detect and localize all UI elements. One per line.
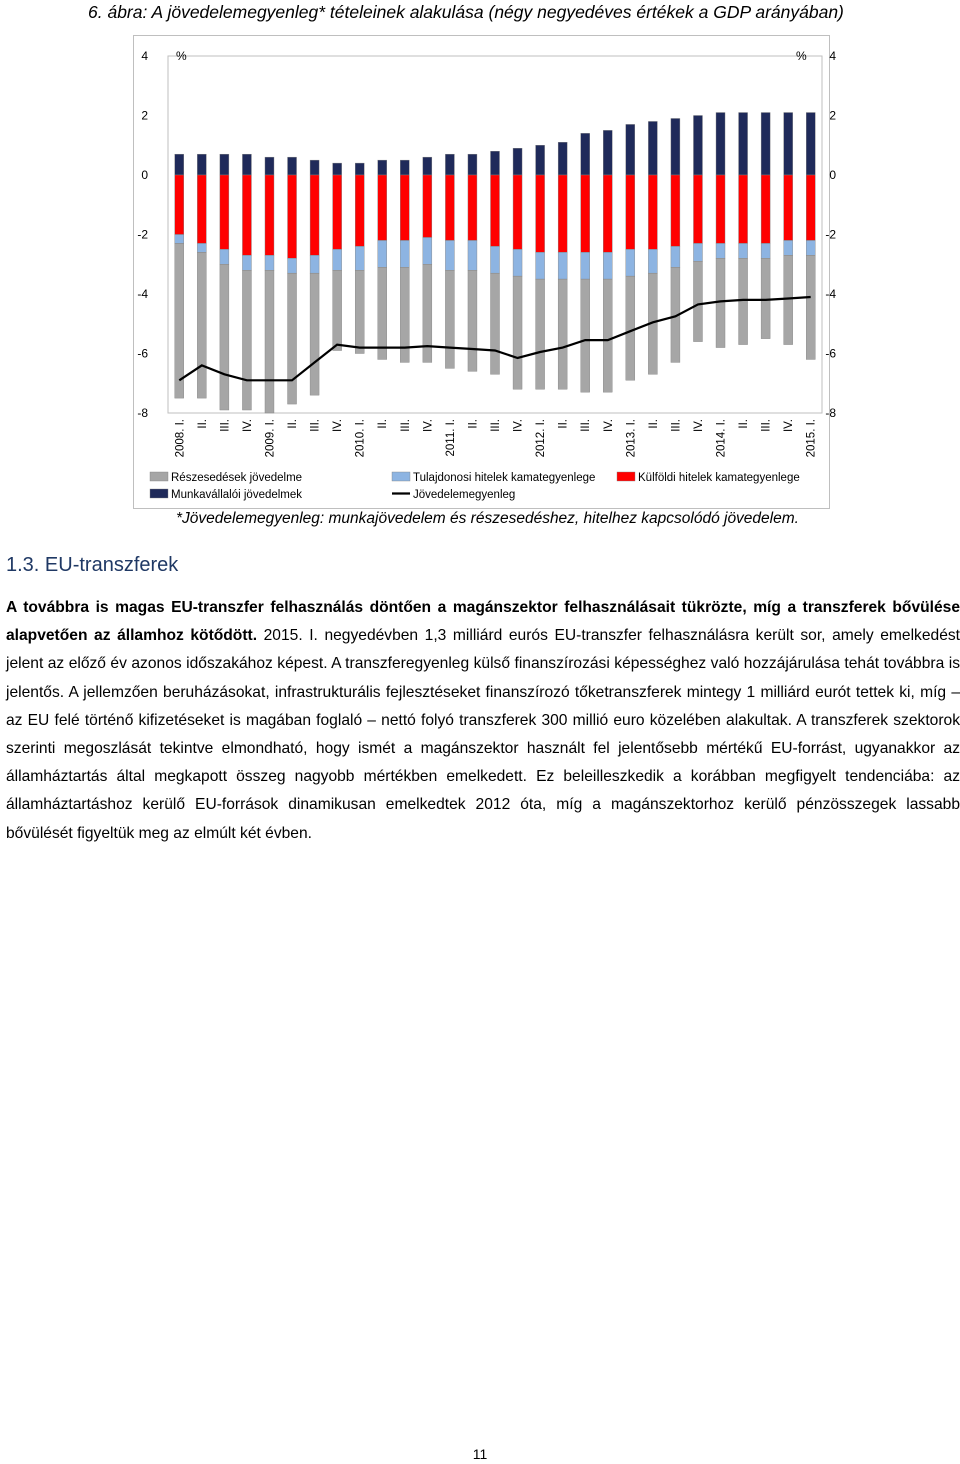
income-balance-chart — [134, 36, 836, 508]
bar-kulfoldi — [288, 175, 297, 258]
bar-kulfoldi — [603, 175, 612, 252]
y-tick-label-right: 4 — [829, 49, 836, 63]
figure-title: 6. ábra: A jövedelemegyenleg* tételeinek alakulása (négy negyedéves értékek a GDP arányában) — [88, 2, 844, 22]
bar-munkavallaloi — [288, 157, 297, 175]
bar-kulfoldi — [445, 175, 454, 240]
bar-kulfoldi — [265, 175, 274, 255]
legend-swatch-munkavallaloi — [150, 489, 168, 498]
bar-munkavallaloi — [310, 160, 319, 175]
x-tick-label: III. — [760, 419, 773, 432]
y-tick-label-left: 4 — [141, 49, 148, 63]
x-tick-label: III. — [309, 419, 322, 432]
bar-reszesedesek — [175, 243, 184, 398]
bar-tulajdonosi — [288, 258, 297, 273]
x-tick-label: IV. — [422, 419, 435, 433]
bar-kulfoldi — [581, 175, 590, 252]
bar-reszesedesek — [513, 276, 522, 389]
x-tick-label: II. — [377, 419, 390, 429]
bar-reszesedesek — [806, 255, 815, 359]
paragraph-lead-bold: A továbbra is magas EU-transzfer felhasználás döntően a magánszektor felhasználásait tükrözte, míg a transzferek bővülése alapvetően az államhoz kötődött. — [6, 599, 960, 645]
x-tick-label: 2009. I. — [264, 419, 277, 458]
legend-swatch-reszesedesek — [150, 472, 168, 481]
bar-reszesedesek — [626, 276, 635, 380]
x-tick-label: II. — [196, 419, 209, 429]
bar-tulajdonosi — [491, 246, 500, 273]
bar-tulajdonosi — [806, 240, 815, 255]
x-tick-label: IV. — [241, 419, 254, 433]
bar-munkavallaloi — [378, 160, 387, 175]
bar-kulfoldi — [242, 175, 251, 255]
y-tick-label-right: -2 — [825, 227, 836, 242]
bar-kulfoldi — [716, 175, 725, 243]
bar-kulfoldi — [739, 175, 748, 243]
bar-tulajdonosi — [197, 243, 206, 252]
x-tick-label: II. — [557, 419, 570, 429]
bar-tulajdonosi — [671, 246, 680, 267]
x-tick-label: 2010. I. — [354, 419, 367, 458]
bar-kulfoldi — [310, 175, 319, 255]
bar-munkavallaloi — [220, 154, 229, 175]
y-tick-label-right: 2 — [829, 108, 836, 123]
x-tick-label: II. — [467, 419, 480, 429]
bar-kulfoldi — [693, 175, 702, 243]
bar-reszesedesek — [242, 270, 251, 410]
bar-reszesedesek — [603, 279, 612, 392]
x-tick-label: IV. — [783, 419, 796, 433]
bar-kulfoldi — [400, 175, 409, 240]
x-tick-label: 2012. I. — [535, 419, 548, 458]
y-tick-label-right: -8 — [825, 406, 836, 420]
x-tick-label: 2008. I. — [174, 419, 187, 458]
bar-munkavallaloi — [265, 157, 274, 175]
bar-kulfoldi — [626, 175, 635, 249]
bar-kulfoldi — [671, 175, 680, 246]
bar-munkavallaloi — [355, 163, 364, 175]
bar-tulajdonosi — [693, 243, 702, 261]
bar-kulfoldi — [220, 175, 229, 249]
x-tick-label: II. — [647, 419, 660, 429]
bar-tulajdonosi — [468, 240, 477, 270]
x-tick-label: III. — [580, 419, 593, 432]
bar-kulfoldi — [491, 175, 500, 246]
x-tick-label: 2011. I. — [444, 419, 457, 457]
x-tick-label: III. — [399, 419, 412, 432]
figure-footnote: *Jövedelemegyenleg: munkajövedelem és részesedéshez, hitelhez kapcsolódó jövedelem. — [176, 510, 799, 527]
bar-kulfoldi — [355, 175, 364, 246]
bar-tulajdonosi — [220, 249, 229, 264]
bar-munkavallaloi — [693, 116, 702, 176]
bar-tulajdonosi — [739, 243, 748, 258]
x-tick-label: IV. — [602, 419, 615, 433]
bar-munkavallaloi — [626, 124, 635, 175]
bar-tulajdonosi — [445, 240, 454, 270]
x-tick-label: II. — [287, 419, 300, 429]
bar-munkavallaloi — [806, 113, 815, 175]
bar-munkavallaloi — [671, 118, 680, 175]
bar-tulajdonosi — [581, 252, 590, 279]
bar-munkavallaloi — [242, 154, 251, 175]
page-number: 11 — [472, 1446, 488, 1462]
bar-tulajdonosi — [603, 252, 612, 279]
legend-swatch-kulfoldi — [617, 472, 635, 481]
x-tick-label: 2015. I. — [805, 419, 818, 458]
y-tick-label-left: 0 — [141, 168, 148, 182]
legend-swatch-tulajdonosi — [392, 472, 410, 481]
x-tick-label: IV. — [332, 419, 345, 433]
bar-reszesedesek — [197, 252, 206, 398]
bar-munkavallaloi — [197, 154, 206, 175]
bar-kulfoldi — [333, 175, 342, 249]
bar-munkavallaloi — [536, 145, 545, 175]
bar-kulfoldi — [175, 175, 184, 235]
bar-kulfoldi — [761, 175, 770, 243]
bar-tulajdonosi — [310, 255, 319, 273]
bar-tulajdonosi — [265, 255, 274, 270]
bar-munkavallaloi — [445, 154, 454, 175]
bar-tulajdonosi — [242, 255, 251, 270]
bar-munkavallaloi — [581, 133, 590, 175]
bar-kulfoldi — [536, 175, 545, 252]
bar-munkavallaloi — [761, 113, 770, 175]
bar-kulfoldi — [806, 175, 815, 240]
bar-reszesedesek — [784, 255, 793, 344]
bar-munkavallaloi — [558, 142, 567, 175]
y-tick-label-right: -6 — [825, 346, 836, 361]
y-tick-label-left: -2 — [137, 227, 148, 242]
y-unit-right: % — [796, 49, 807, 63]
bar-reszesedesek — [378, 267, 387, 359]
bar-tulajdonosi — [423, 237, 432, 264]
bar-reszesedesek — [220, 264, 229, 410]
bar-tulajdonosi — [378, 240, 387, 267]
y-tick-label-left: 2 — [141, 108, 148, 123]
bar-reszesedesek — [310, 273, 319, 395]
bar-reszesedesek — [581, 279, 590, 392]
x-tick-label: III. — [670, 419, 683, 432]
legend-label-kulfoldi: Külföldi hitelek kamategyenlege — [638, 472, 800, 484]
bar-reszesedesek — [693, 261, 702, 341]
x-tick-label: III. — [219, 419, 232, 432]
bar-tulajdonosi — [648, 249, 657, 273]
bar-munkavallaloi — [491, 151, 500, 175]
bar-munkavallaloi — [648, 121, 657, 175]
bar-munkavallaloi — [784, 113, 793, 175]
bar-reszesedesek — [491, 273, 500, 374]
x-tick-label: 2013. I. — [625, 419, 638, 458]
bar-reszesedesek — [558, 279, 567, 389]
bar-reszesedesek — [536, 279, 545, 389]
bar-munkavallaloi — [739, 113, 748, 175]
bar-tulajdonosi — [400, 240, 409, 267]
bar-reszesedesek — [739, 258, 748, 344]
bar-reszesedesek — [445, 270, 454, 368]
bar-reszesedesek — [265, 270, 274, 413]
bar-tulajdonosi — [558, 252, 567, 279]
x-tick-label: 2014. I. — [715, 419, 728, 458]
bar-kulfoldi — [558, 175, 567, 252]
bar-kulfoldi — [648, 175, 657, 249]
y-tick-label-left: -6 — [137, 346, 148, 361]
bar-reszesedesek — [333, 270, 342, 350]
y-unit-left: % — [176, 49, 187, 63]
y-tick-label-left: -8 — [137, 406, 148, 420]
bar-tulajdonosi — [784, 240, 793, 255]
bar-munkavallaloi — [603, 130, 612, 175]
legend-label-tulajdonosi: Tulajdonosi hitelek kamategyenlege — [413, 472, 596, 484]
bar-munkavallaloi — [716, 113, 725, 175]
bar-kulfoldi — [513, 175, 522, 249]
bar-kulfoldi — [197, 175, 206, 243]
y-tick-label-right: -4 — [825, 287, 836, 301]
paragraph-body: 2015. I. negyedévben 1,3 milliárd eurós EU-transzfer felhasználásra került sor, amely emelkedést jelent az előző év azonos időszakához képest. A transzferegyenleg külső finanszírozási képességhez való hozzájárulása tehát továbbra is jelentős. A jellemzően beruházásokat, infrastrukturális fejlesztéseket finanszírozó tőketranszferek mintegy 1 milliárd eurót tettek ki, míg – az EU felé történő kifizetéseket is magában foglaló – nettó folyó transzferek 300 millió euro közelében alakultak. A transzferek szektorok szerinti megoszlását tekintve elmondható, hogy ismét a magánszektor használt fel jelentősebb mértékű EU-forrást, ugyanakkor az államháztartás által megkapott összeg nagyobb mértékben emelkedett. Ez beleilleszkedik a korábban megfigyelt tendenciába: az államháztartáshoz kerülő EU-források dinamikusan emelkedtek 2012 óta, míg a magánszektorhoz kerülő pénzösszegek lassabb bővülését figyeltük meg az elmúlt két évben. — [6, 627, 960, 842]
bar-tulajdonosi — [175, 235, 184, 244]
bar-tulajdonosi — [513, 249, 522, 276]
bar-munkavallaloi — [175, 154, 184, 175]
bar-tulajdonosi — [716, 243, 725, 258]
section-paragraph — [6, 594, 960, 848]
bar-reszesedesek — [355, 270, 364, 353]
chart-container — [133, 35, 836, 509]
bar-kulfoldi — [423, 175, 432, 237]
bar-tulajdonosi — [536, 252, 545, 279]
bar-munkavallaloi — [333, 163, 342, 175]
bar-reszesedesek — [761, 258, 770, 338]
bar-kulfoldi — [378, 175, 387, 240]
x-tick-label: IV. — [512, 419, 525, 433]
bar-kulfoldi — [468, 175, 477, 240]
bar-tulajdonosi — [626, 249, 635, 276]
bar-munkavallaloi — [468, 154, 477, 175]
legend-label-munkavallaloi: Munkavállalói jövedelmek — [171, 489, 303, 501]
bar-tulajdonosi — [333, 249, 342, 270]
bar-munkavallaloi — [423, 157, 432, 175]
x-tick-label: II. — [738, 419, 751, 429]
bar-munkavallaloi — [513, 148, 522, 175]
y-tick-label-left: -4 — [137, 287, 148, 301]
x-tick-label: III. — [490, 419, 502, 432]
bar-tulajdonosi — [761, 243, 770, 258]
bar-kulfoldi — [784, 175, 793, 240]
bar-reszesedesek — [468, 270, 477, 371]
section-heading: 1.3. EU-transzferek — [6, 554, 179, 576]
legend-label-egyenleg: Jövedelemegyenleg — [413, 489, 516, 501]
bar-munkavallaloi — [400, 160, 409, 175]
bar-reszesedesek — [423, 264, 432, 362]
x-tick-label: IV. — [692, 419, 705, 433]
bar-reszesedesek — [288, 273, 297, 404]
y-tick-label-right: 0 — [829, 168, 836, 182]
legend-label-reszesedesek: Részesedések jövedelme — [171, 472, 303, 484]
bar-tulajdonosi — [355, 246, 364, 270]
